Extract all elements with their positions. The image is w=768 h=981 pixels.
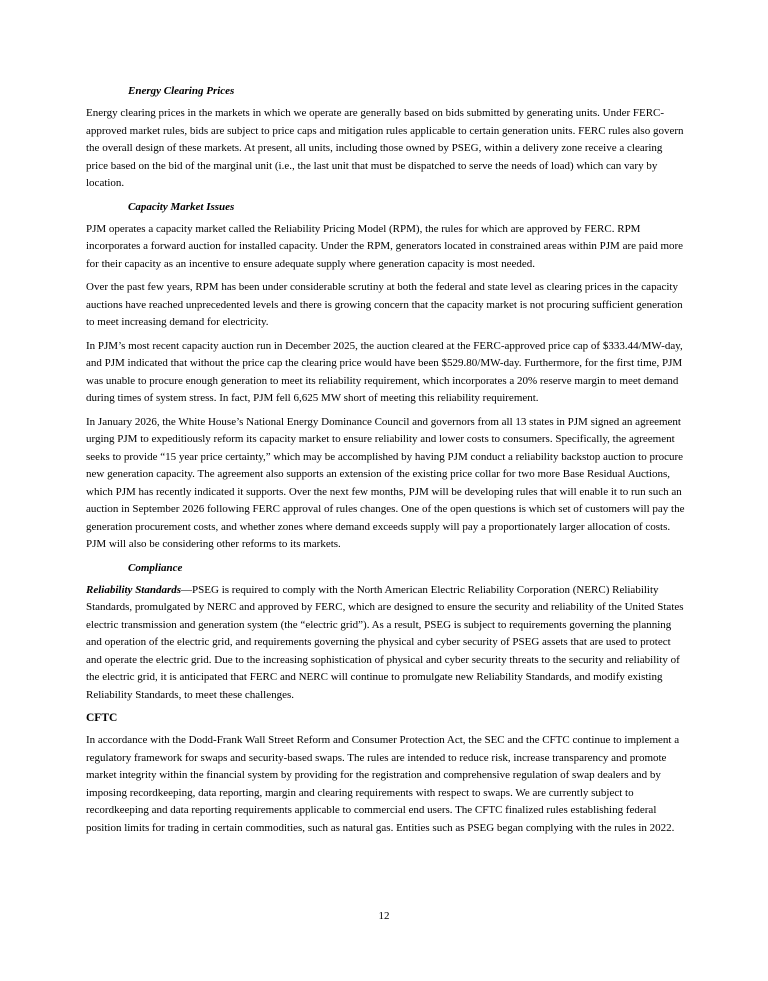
cftc-heading: CFTC [86,712,118,724]
capacity-paragraph-3: In PJM’s most recent capacity auction run in December 2025, the auction cleared at the FERC-approved price cap of $333.44/MW-day, and PJM indicated that without the price cap the clearing price would have been $529.80/MW-day. Furthermore, for the first time, PJM was unable to procure enough generation to meet its reliability requirement, which incorporates a 20% reserve margin to meet demand during times of system stress. In fact, PJM fell 6,625 MW short of meeting this reliability requirement. [86,339,683,404]
compliance-paragraph [86,582,686,705]
reliability-standards-lead: Reliability Standards [86,583,182,596]
document-page [86,83,686,843]
cftc-paragraph: In accordance with the Dodd-Frank Wall Street Reform and Consumer Protection Act, the SEC and the CFTC continue to implement a regulatory framework for swaps and security-based swaps. The rules are intended to reduce risk, increase transparency and promote market integrity within the financial system by providing for the registration and comprehensive regulation of swap dealers and by imposing recordkeeping, data reporting, margin and clearing requirements with respect to swaps. We are currently subject to recordkeeping and data reporting requirements applicable to commercial end users. The CFTC finalized rules establishing federal position limits for trading in certain commodities, such as natural gas. Entities such as PSEG began complying with the rules in 2022. [86,734,680,834]
capacity-market-issues-heading: Capacity Market Issues [128,200,235,213]
page-number: 12 [378,910,390,922]
capacity-paragraph-4: In January 2026, the White House’s National Energy Dominance Council and governors from all 13 states in PJM signed an agreement urging PJM to expeditiously reform its capacity market to ensure reliability and lower costs to consumers. Specifically, the agreement seeks to provide “15 year price certainty,” which may be accomplished by having PJM conduct a reliability backstop auction to procure new generation capacity. The agreement also supports an extension of the existing price collar for two more Base Residual Auctions, which PJM has recently indicated it supports. Over the next few months, PJM will be developing rules that will enable it to run such an auction in September 2026 following FERC approval of rules changes. One of the open questions is which set of customers will pay the generation procurement costs, and whether zones where demand exceeds supply will pay a proportionately larger allocation of costs. PJM will also be considering other reforms to its markets. [86,415,685,550]
capacity-paragraph-1: PJM operates a capacity market called the Reliability Pricing Model (RPM), the rules for which are approved by FERC. RPM incorporates a forward auction for installed capacity. Under the RPM, generators located in constrained areas within PJM are paid more for their capacity as an incentive to ensure adequate supply where generation capacity is most needed. [86,222,684,270]
energy-paragraph-1: Energy clearing prices in the markets in which we operate are generally based on bids submitted by generating units. Under FERC-approved market rules, bids are subject to price caps and mitigation rules applicable to certain generation units. FERC rules also govern the overall design of these markets. At present, all units, including those owned by PSEG, within a delivery zone receive a clearing price based on the bid of the marginal unit (i.e., the last unit that must be dispatched to serve the needs of load) which can vary by location. [86,107,684,189]
compliance-paragraph-text: —PSEG is required to comply with the North American Electric Reliability Corporation (NERC) Reliability Standards, promulgated by NERC and approved by FERC, which are designed to ensure the security and reliability of the United States electric transmission and generation system (the “electric grid”). As a result, PSEG is subject to requirements governing the planning and operation of the electric grid, and requirements governing the physical and cyber security of PSEG assets that are used to protect and operate the electric grid. Due to the increasing sophistication of physical and cyber security threats to the security and reliability of the electric grid, it is anticipated that FERC and NERC will continue to promulgate new Reliability Standards, and modify existing Reliability Standards, to meet these challenges. [86,583,684,701]
compliance-heading: Compliance [128,561,183,574]
capacity-paragraph-2: Over the past few years, RPM has been under considerable scrutiny at both the federal and state level as clearing prices in the capacity auctions have reached unprecedented levels and there is growing concern that the capacity market is not procuring sufficient generation to meet increasing demand for electricity. [86,281,683,328]
energy-clearing-prices-heading: Energy Clearing Prices [128,85,235,97]
